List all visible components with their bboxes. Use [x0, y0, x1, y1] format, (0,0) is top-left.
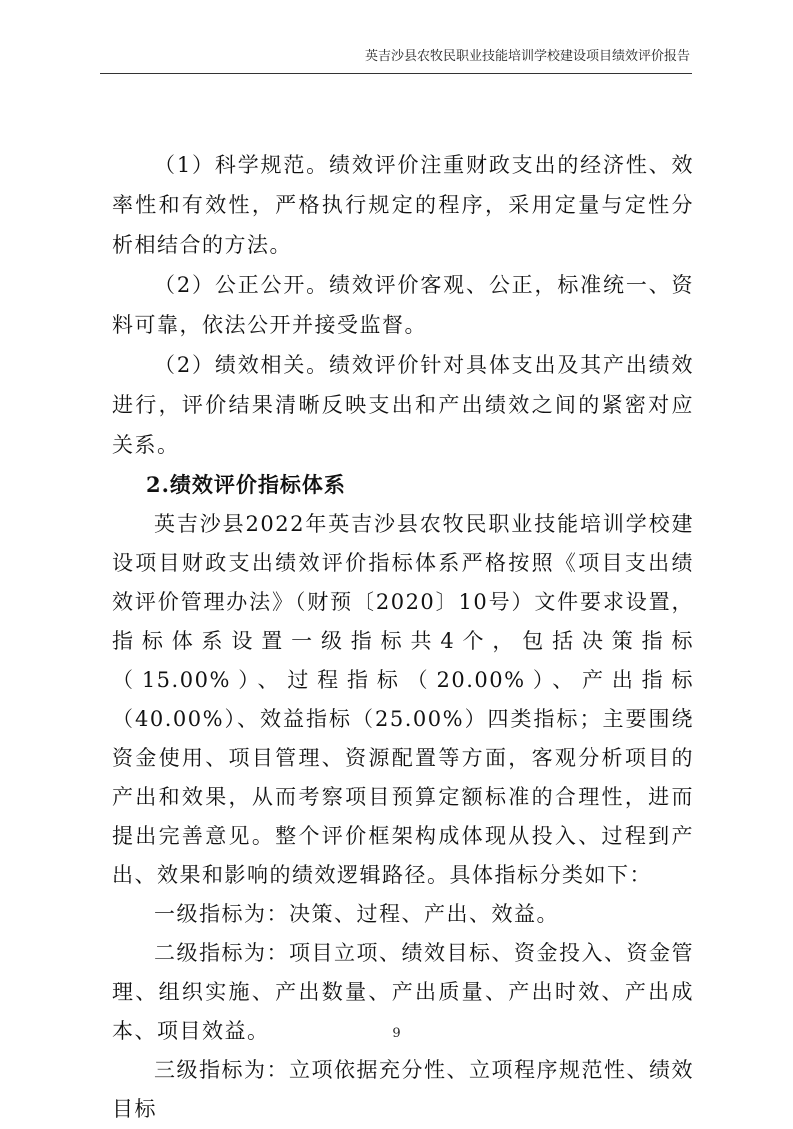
paragraph-principle-fair: （2）公正公开。绩效评价客观、公正，标准统一、资料可靠，依法公开并接受监督。: [112, 273, 694, 337]
paragraph-level3-indicators: 三级指标为：立项依据充分性、立项程序规范性、绩效目标: [112, 1058, 694, 1121]
paragraph-principle-scientific: （1）科学规范。绩效评价注重财政支出的经济性、效率性和有效性，严格执行规定的程序，采用定量与定性分析相结合的方法。: [112, 153, 694, 257]
paragraph-level2-indicators: 二级指标为：项目立项、绩效目标、资金投入、资金管理、组织实施、产出数量、产出质量、产出时效、产出成本、项目效益。: [112, 941, 694, 1043]
paragraph-level1-indicators: 一级指标为：决策、过程、产出、效益。: [154, 902, 559, 926]
page-number: 9: [392, 1026, 401, 1041]
paragraph-principle-relevance: （2）绩效相关。绩效评价针对具体支出及其产出绩效进行，评价结果清晰反映支出和产出绩效之间的紧密对应关系。: [112, 353, 694, 457]
header-divider: [100, 73, 692, 74]
document-body: [112, 145, 694, 1129]
page-header: 英吉沙县农牧民职业技能培训学校建设项目绩效评价报告: [364, 49, 690, 64]
section-heading: 2.绩效评价指标体系: [146, 472, 346, 497]
paragraph-indicator-system: 英吉沙县2022年英吉沙县农牧民职业技能培训学校建设项目财政支出绩效评价指标体系严格按照《项目支出绩效评价管理办法》（财预〔2020〕10号）文件要求设置，指标体系设置一级指标共4个，包括决策指标（15.00%）、过程指标（20.00%）、产出指标（40.00%）、效益指标（25.00%）四类指标；主要围绕资金使用、项目管理、资源配置等方面，客观分析项目的产出和效果，从而考察项目预算定额标准的合理性，进而提出完善意见。整个评价框架构成体现从投入、过程到产出、效果和影响的绩效逻辑路径。具体指标分类如下：: [112, 512, 694, 887]
